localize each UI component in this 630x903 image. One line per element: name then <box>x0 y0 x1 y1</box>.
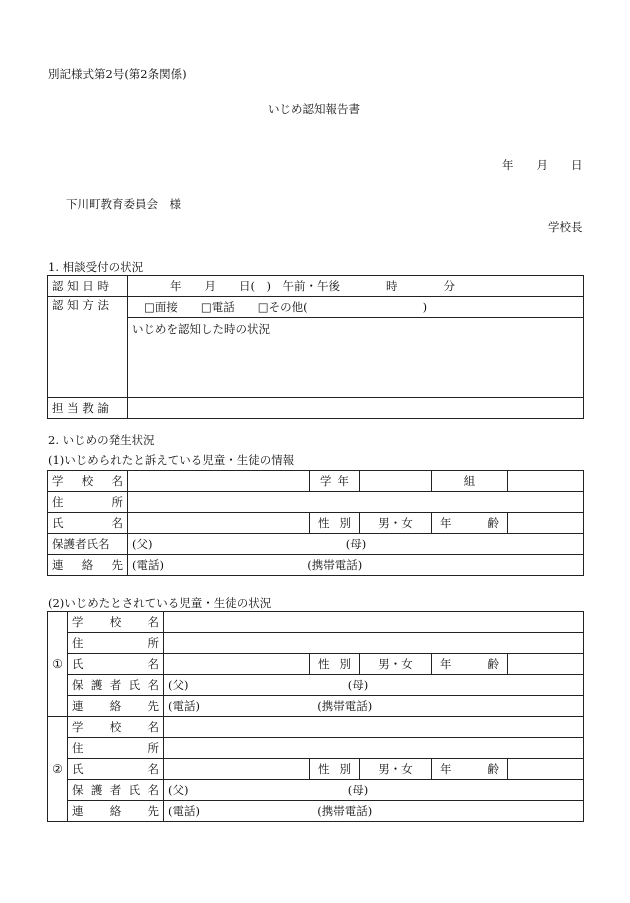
p1-name-label: 氏 名 <box>68 654 164 675</box>
father-label: (父) <box>132 537 153 551</box>
p2-guardian-label: 保 護 者 氏 名 <box>68 780 164 801</box>
p1-father-label: (父) <box>168 678 189 692</box>
p2-age-label: 年 齢 <box>432 759 508 780</box>
victim-grade-label: 学 年 <box>310 471 360 492</box>
date-label: 認 知 日 時 <box>48 276 128 297</box>
p2-gender-label: 性 別 <box>310 759 360 780</box>
victim-school-label: 学 校 名 <box>48 471 128 492</box>
victim-age-label: 年 齢 <box>432 513 508 534</box>
p1-gender-value[interactable]: 男・女 <box>360 654 432 675</box>
method-label: 認 知 方 法 <box>48 297 128 398</box>
victim-gender-label: 性 別 <box>310 513 360 534</box>
victim-gender-value[interactable]: 男・女 <box>360 513 432 534</box>
p1-name-field[interactable] <box>164 654 310 675</box>
p2-age-field[interactable] <box>508 759 584 780</box>
victim-guardian-field[interactable] <box>128 534 584 555</box>
sub1-heading: (1)いじめられたと訴えている児童・生徒の情報 <box>48 453 295 467</box>
victim-contact-field[interactable] <box>128 555 584 576</box>
victim-name-field[interactable] <box>128 513 310 534</box>
p2-school-label: 学 校 名 <box>68 717 164 738</box>
p1-address-label: 住 所 <box>68 633 164 654</box>
mobile-label: (携帯電話) <box>307 558 363 572</box>
p2-name-label: 氏 名 <box>68 759 164 780</box>
addressee: 下川町教育委員会 様 <box>66 197 181 211</box>
situation-label: いじめを認知した時の状況 <box>132 322 270 336</box>
teacher-label: 担 当 教 諭 <box>48 398 128 419</box>
p2-address-label: 住 所 <box>68 738 164 759</box>
teacher-field[interactable] <box>128 398 584 419</box>
p2-father-label: (父) <box>168 783 189 797</box>
sender: 学校長 <box>548 220 583 234</box>
victim-guardian-label: 保護者氏名 <box>48 534 128 555</box>
date-line: 年 月 日 <box>502 158 583 172</box>
victim-class-label: 組 <box>432 471 508 492</box>
method-options[interactable]: □面接 □電話 □その他( ) <box>128 297 584 318</box>
victim-contact-label: 連 絡 先 <box>48 555 128 576</box>
sub2-heading: (2)いじめたとされている児童・生徒の状況 <box>48 596 272 610</box>
victim-address-field[interactable] <box>128 492 584 513</box>
p1-school-field[interactable] <box>164 612 584 633</box>
p1-phone-label: (電話) <box>168 699 200 713</box>
victim-name-label: 氏 名 <box>48 513 128 534</box>
marker-1: ① <box>48 612 68 717</box>
form-number: 別記様式第2号(第2条関係) <box>48 67 187 81</box>
victim-school-field[interactable] <box>128 471 310 492</box>
perpetrator-table <box>47 611 584 822</box>
marker-2: ② <box>48 717 68 822</box>
section1-heading: 1. 相談受付の状況 <box>48 260 144 274</box>
p2-mother-label: (母) <box>347 783 369 797</box>
page-title: いじめ認知報告書 <box>268 102 360 116</box>
p2-guardian-field[interactable] <box>164 780 584 801</box>
section2-heading: 2. いじめの発生状況 <box>48 433 155 447</box>
p2-mobile-label: (携帯電話) <box>317 804 373 818</box>
victim-table <box>47 470 584 576</box>
p1-contact-label: 連 絡 先 <box>68 696 164 717</box>
situation-field[interactable] <box>128 318 584 398</box>
p1-guardian-label: 保 護 者 氏 名 <box>68 675 164 696</box>
phone-label: (電話) <box>132 558 164 572</box>
p1-age-field[interactable] <box>508 654 584 675</box>
p1-gender-label: 性 別 <box>310 654 360 675</box>
p1-address-field[interactable] <box>164 633 584 654</box>
victim-grade-field[interactable] <box>360 471 432 492</box>
p2-gender-value[interactable]: 男・女 <box>360 759 432 780</box>
date-value[interactable]: 年 月 日( ) 午前・午後 時 分 <box>128 276 584 297</box>
p2-name-field[interactable] <box>164 759 310 780</box>
victim-class-field[interactable] <box>508 471 584 492</box>
p1-age-label: 年 齢 <box>432 654 508 675</box>
victim-age-field[interactable] <box>508 513 584 534</box>
p2-contact-field[interactable] <box>164 801 584 822</box>
p1-contact-field[interactable] <box>164 696 584 717</box>
mother-label: (母) <box>345 537 367 551</box>
p2-contact-label: 連 絡 先 <box>68 801 164 822</box>
p1-mobile-label: (携帯電話) <box>317 699 373 713</box>
victim-address-label: 住 所 <box>48 492 128 513</box>
p1-guardian-field[interactable] <box>164 675 584 696</box>
p1-school-label: 学 校 名 <box>68 612 164 633</box>
p2-school-field[interactable] <box>164 717 584 738</box>
section1-table <box>47 275 584 419</box>
p1-mother-label: (母) <box>347 678 369 692</box>
p2-phone-label: (電話) <box>168 804 200 818</box>
p2-address-field[interactable] <box>164 738 584 759</box>
